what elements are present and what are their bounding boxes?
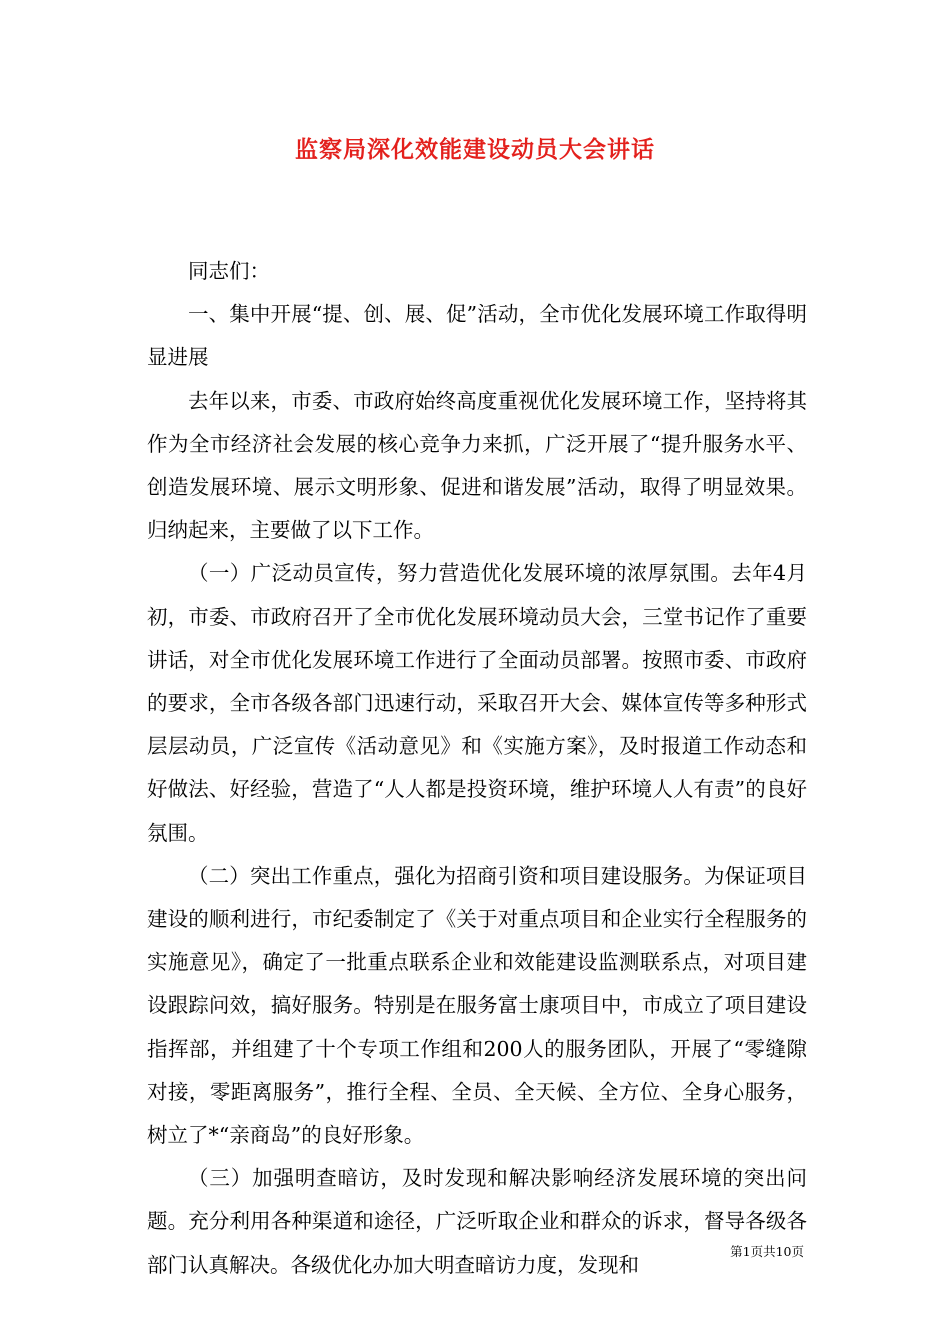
salutation: 同志们：: [188, 259, 270, 283]
paragraph-item-2: （二）突出工作重点，强化为招商引资和项目建设服务。为保证项目建设的顺利进行，市纪委制定了《关于对重点项目和企业实行全程服务的实施意见》，确定了一批重点联系企业和效能建设监测联系点，对项目建设跟踪问效，搞好服务。特别是在服务富士康项目中，市成立了项目建设指挥部，并组建了十个专项工作组和200人的服务团队，开展了“零缝隙对接，零距离服务”，推行全程、全员、全天候、全方位、全身心服务，树立了*“亲商岛”的良好形象。: [147, 863, 807, 1148]
paragraph-intro: 去年以来，市委、市政府始终高度重视优化发展环境工作，坚持将其作为全市经济社会发展的核心竞争力来抓，广泛开展了“提升服务水平、创造发展环境、展示文明形象、促进和谐发展”活动，取得了明显效果。归纳起来，主要做了以下工作。: [147, 388, 807, 543]
page-number: 第1页共10页: [730, 1244, 804, 1259]
paragraph-item-3: （三）加强明查暗访，及时发现和解决影响经济发展环境的突出问题。充分利用各种渠道和途径，广泛听取企业和群众的诉求，督导各级各部门认真解决。各级优化办加大明查暗访力度，发现和: [147, 1166, 807, 1277]
section-heading-1: 一、集中开展“提、创、展、促”活动，全市优化发展环境工作取得明显进展: [147, 302, 807, 370]
document-body: [147, 250, 807, 1287]
paragraph-item-1: （一）广泛动员宣传，努力营造优化发展环境的浓厚氛围。去年4月初，市委、市政府召开了全市优化发展环境动员大会，三堂书记作了重要讲话，对全市优化发展环境工作进行了全面动员部署。按照市委、市政府的要求，全市各级各部门迅速行动，采取召开大会、媒体宣传等多种形式层层动员，广泛宣传《活动意见》和《实施方案》，及时报道工作动态和好做法、好经验，营造了“人人都是投资环境，维护环境人人有责”的良好氛围。: [147, 561, 807, 845]
document-title: 监察局深化效能建设动员大会讲话: [295, 136, 655, 163]
